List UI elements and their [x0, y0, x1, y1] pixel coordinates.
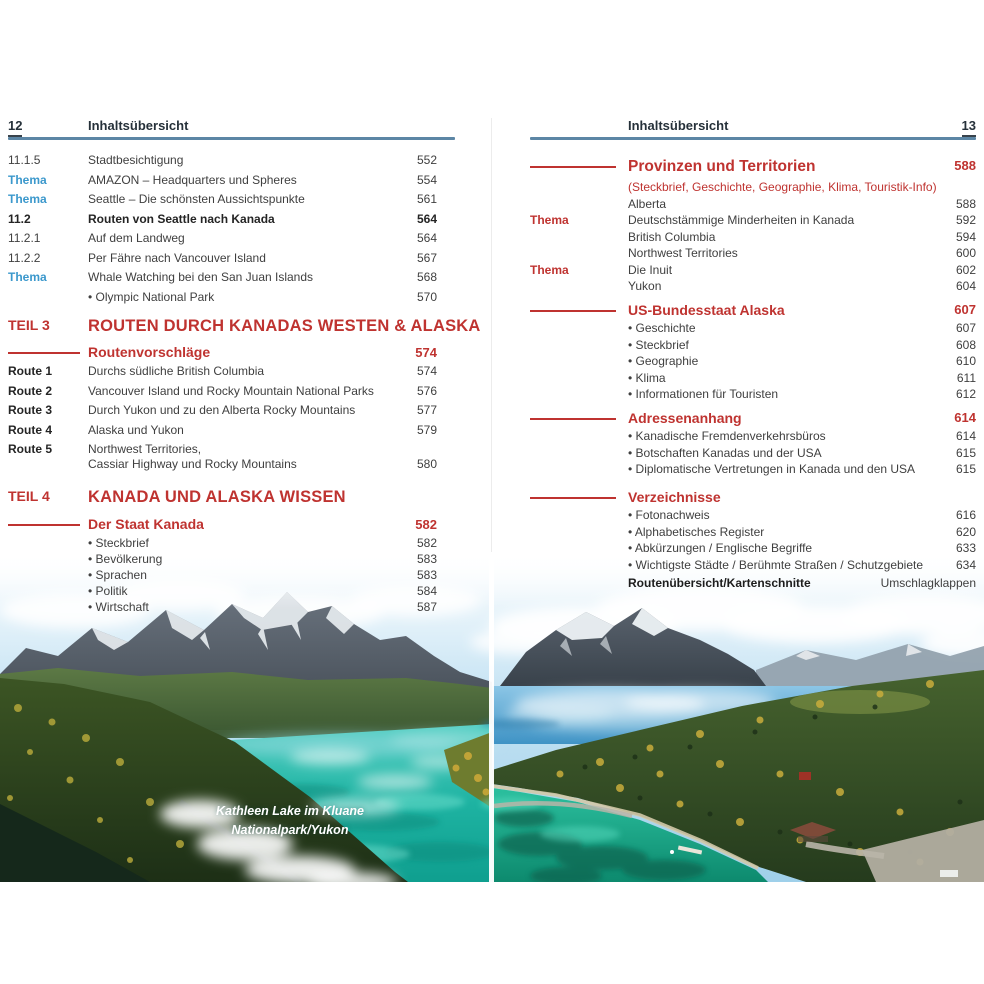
- row-page: 583: [416, 568, 437, 582]
- row-page: 633: [955, 541, 976, 556]
- row-page: 616: [955, 508, 976, 523]
- section-rule: [8, 352, 80, 354]
- row-title: Whale Watching bei den San Juan Islands: [88, 270, 314, 284]
- row-title: • Steckbrief: [88, 536, 149, 550]
- toc-entry-row: [8, 403, 455, 423]
- toc-entry-row: [530, 230, 976, 246]
- row-page: 608: [955, 337, 976, 352]
- row-title: ROUTEN DURCH KANADAS WESTEN & ALASKA: [88, 316, 481, 335]
- row-page: 583: [416, 552, 437, 566]
- row-label: 11.2: [8, 211, 31, 226]
- row-label: [8, 346, 88, 361]
- toc-entry-row: [8, 270, 455, 290]
- row-title: Der Staat Kanada: [88, 516, 204, 533]
- toc-entry-row: [8, 423, 455, 443]
- header-rule: [530, 137, 976, 140]
- toc-entry-row: [8, 568, 455, 584]
- row-title: Alberta: [628, 197, 667, 211]
- row-title: • Bevölkerung: [88, 552, 163, 566]
- toc-entry-row: [530, 371, 976, 387]
- row-title: • Wirtschaft: [88, 600, 149, 614]
- toc-entry-row: [8, 600, 455, 616]
- row-label: [530, 303, 628, 318]
- row-title: US-Bundesstaat Alaska: [628, 301, 785, 318]
- toc-entry-row: [8, 212, 455, 232]
- row-title: • Informationen für Touristen: [628, 386, 779, 401]
- row-page: 600: [955, 246, 976, 261]
- row-page: 582: [415, 516, 437, 532]
- row-page: 567: [416, 250, 437, 265]
- row-title: • Kanadische Fremdenverkehrsbüros: [628, 429, 826, 444]
- right-toc-list: [530, 153, 976, 596]
- row-title: • Sprachen: [88, 568, 147, 582]
- row-page: 561: [416, 192, 437, 206]
- section-rule: [530, 166, 616, 168]
- row-title: • Olympic National Park: [88, 289, 215, 304]
- section-heading-row: [8, 342, 455, 364]
- row-title: • Diplomatische Vertretungen in Kanada und den USA: [628, 462, 916, 477]
- row-title: Alaska und Yukon: [88, 422, 184, 437]
- toc-entry-row: [530, 387, 976, 403]
- row-label: TEIL 4: [8, 488, 50, 505]
- row-title: Adressenanhang: [628, 409, 742, 426]
- row-label: Route 3: [8, 403, 53, 417]
- row-title: Routen von Seattle nach Kanada: [88, 211, 275, 226]
- section-rule: [530, 497, 616, 499]
- row-title: AMAZON – Headquarters und Spheres: [88, 172, 297, 187]
- part-heading-row: [8, 484, 455, 510]
- row-title: Stadtbesichtigung: [88, 153, 184, 167]
- row-label: Thema: [530, 213, 569, 228]
- row-title: Auf dem Landweg: [88, 231, 185, 245]
- toc-entry-row: [8, 153, 455, 173]
- row-title: Die Inuit: [628, 262, 673, 277]
- row-label: Route 2: [8, 383, 53, 398]
- row-label: Thema: [530, 262, 569, 277]
- section-rule: [530, 310, 616, 312]
- row-title: Routenübersicht/Kartenschnitte: [628, 576, 811, 591]
- row-page: 574: [416, 364, 437, 378]
- row-title: • Abkürzungen / Englische Begriffe: [628, 541, 813, 556]
- row-title: Per Fähre nach Vancouver Island: [88, 250, 266, 265]
- row-title: (Steckbrief, Geschichte, Geographie, Klima, Touristik-Info): [628, 180, 937, 194]
- toc-entry-row: [8, 251, 455, 271]
- row-page: 552: [416, 153, 437, 167]
- row-page: 607: [955, 321, 976, 336]
- left-page: [8, 117, 481, 616]
- row-title: Northwest Territories,: [88, 442, 202, 456]
- section-subtitle-row: [530, 180, 976, 197]
- row-title: Verzeichnisse: [628, 488, 721, 505]
- row-title: Northwest Territories: [628, 246, 738, 261]
- row-title: Durchs südliche British Columbia: [88, 364, 265, 378]
- left-page-header: [8, 118, 455, 134]
- row-page: 570: [416, 289, 437, 304]
- final-row: [530, 576, 976, 596]
- section-heading-row: [530, 299, 976, 321]
- toc-entry-row: [8, 173, 455, 193]
- row-page: 612: [955, 386, 976, 401]
- row-label: Route 5: [8, 442, 53, 456]
- row-label: [530, 411, 628, 426]
- row-page: 587: [416, 600, 437, 614]
- row-title: • Fotonachweis: [628, 508, 710, 523]
- row-title: Durch Yukon und zu den Alberta Rocky Mountains: [88, 403, 356, 417]
- row-page: 588: [955, 197, 976, 211]
- row-title: • Alphabetisches Register: [628, 524, 765, 539]
- section-heading-row: [8, 514, 455, 536]
- toc-entry-row: [530, 338, 976, 354]
- toc-entry-row: [530, 558, 976, 574]
- toc-entry-row: [8, 290, 455, 310]
- toc-entry-row: [8, 584, 455, 600]
- row-title: • Wichtigste Städte / Berühmte Straßen / Schutzgebiete: [628, 557, 924, 572]
- row-label: Thema: [8, 192, 47, 206]
- toc-entry-row: [530, 279, 976, 295]
- row-title: • Geographie: [628, 354, 699, 369]
- section-heading-row: [530, 153, 976, 180]
- row-title: • Geschichte: [628, 321, 696, 336]
- row-page: Umschlagklappen: [880, 576, 976, 591]
- row-page: 607: [954, 302, 976, 318]
- toc-entry-row: [530, 354, 976, 370]
- section-heading-row: [530, 486, 976, 508]
- row-label: 11.2.1: [8, 231, 41, 245]
- row-title: Vancouver Island und Rocky Mountain National Parks: [88, 383, 374, 398]
- section-rule: [530, 418, 616, 420]
- toc-entry-row: [8, 457, 455, 472]
- toc-entry-row: [530, 541, 976, 557]
- toc-entry-row: [530, 446, 976, 462]
- row-page: 592: [955, 213, 976, 228]
- left-toc-list: [8, 153, 481, 616]
- row-title: • Klima: [628, 370, 666, 385]
- row-page: 582: [416, 536, 437, 550]
- toc-entry-row: [530, 197, 976, 213]
- toc-entry-row: [530, 263, 976, 279]
- row-label: [8, 518, 88, 533]
- row-label: [530, 159, 628, 174]
- row-title: • Politik: [88, 584, 128, 598]
- right-page: [530, 118, 976, 596]
- row-page: 588: [954, 158, 976, 174]
- left-page-header-title: Inhaltsübersicht: [88, 117, 189, 133]
- row-title: Deutschstämmige Minderheiten in Kanada: [628, 213, 855, 228]
- row-page: 604: [955, 278, 976, 293]
- toc-entry-row: [8, 231, 455, 251]
- part-heading-row: [8, 313, 481, 339]
- toc-entry-row: [530, 321, 976, 337]
- row-page: 602: [955, 262, 976, 277]
- row-label: 11.1.5: [8, 153, 41, 167]
- row-page: 615: [955, 462, 976, 477]
- header-rule: [8, 137, 455, 140]
- toc-entry-row: [530, 462, 976, 478]
- left-page-number: 12: [8, 118, 88, 134]
- section-heading-row: [530, 407, 976, 429]
- toc-entry-row: [8, 442, 455, 457]
- row-title: • Botschaften Kanadas und der USA: [628, 445, 822, 460]
- photo-caption-line2: Nationalpark/Yukon: [231, 823, 349, 838]
- toc-entry-row: [8, 192, 455, 212]
- toc-entry-row: [530, 213, 976, 229]
- row-label: Thema: [8, 270, 47, 284]
- row-title: Provinzen und Territorien: [628, 157, 816, 175]
- row-title: British Columbia: [628, 229, 716, 244]
- row-page: 554: [416, 172, 437, 187]
- right-page-header-title: Inhaltsübersicht: [628, 117, 729, 133]
- row-page: 594: [955, 229, 976, 244]
- row-page: 614: [954, 410, 976, 426]
- section-rule: [8, 524, 80, 526]
- row-title: • Steckbrief: [628, 337, 689, 352]
- toc-entry-row: [8, 364, 455, 384]
- photo-caption-line1: Kathleen Lake im Kluane: [216, 804, 364, 818]
- toc-entry-row: [530, 246, 976, 262]
- row-page: 634: [955, 557, 976, 572]
- row-title: Routenvorschläge: [88, 344, 211, 361]
- toc-entry-row: [530, 429, 976, 445]
- row-label: Thema: [8, 172, 47, 187]
- row-page: 615: [955, 445, 976, 460]
- toc-entry-row: [8, 384, 455, 404]
- row-page: 584: [416, 584, 437, 598]
- row-page: 576: [416, 383, 437, 398]
- row-title: KANADA UND ALASKA WISSEN: [88, 487, 346, 506]
- toc-entry-row: [530, 525, 976, 541]
- right-page-header: [530, 118, 976, 134]
- row-page: 574: [415, 344, 437, 360]
- right-page-number: 13: [962, 118, 976, 134]
- row-page: 580: [416, 457, 437, 471]
- row-title: Yukon: [628, 278, 662, 293]
- toc-entry-row: [8, 536, 455, 552]
- row-label: [530, 490, 628, 505]
- row-page: 614: [955, 429, 976, 444]
- row-title: Cassiar Highway und Rocky Mountains: [88, 457, 297, 471]
- row-page: 564: [416, 211, 437, 226]
- row-page: 579: [416, 422, 437, 437]
- photo-caption: [160, 802, 420, 841]
- row-page: 611: [956, 370, 976, 385]
- row-page: 568: [416, 270, 437, 284]
- page-fold-line: [491, 118, 492, 554]
- row-label: 11.2.2: [8, 250, 41, 265]
- row-label: TEIL 3: [8, 317, 50, 334]
- row-label: Route 1: [8, 364, 53, 378]
- row-page: 577: [416, 403, 437, 417]
- row-page: 620: [955, 524, 976, 539]
- toc-entry-row: [530, 508, 976, 524]
- row-title: Seattle – Die schönsten Aussichtspunkte: [88, 192, 305, 206]
- toc-entry-row: [8, 552, 455, 568]
- row-label: Route 4: [8, 422, 53, 437]
- row-page: 610: [955, 354, 976, 369]
- row-page: 564: [416, 231, 437, 245]
